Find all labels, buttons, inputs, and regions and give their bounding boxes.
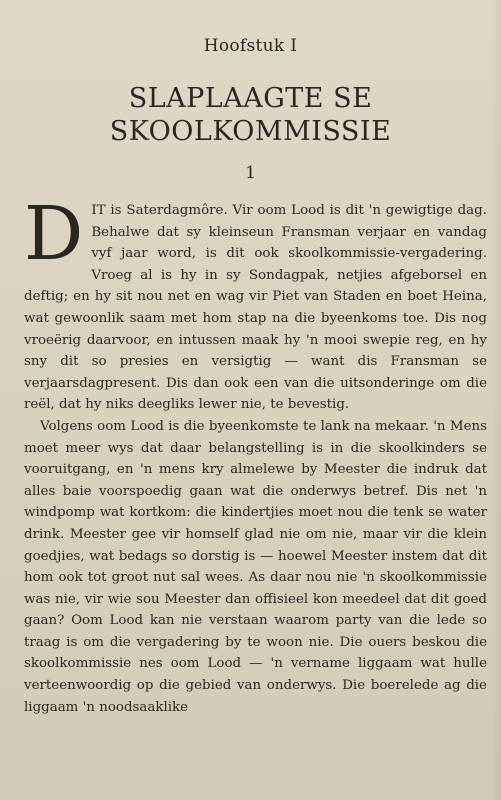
chapter-title-line-1: SLAPLAAGTE SE xyxy=(128,83,373,114)
page-edge-shadow xyxy=(491,0,501,800)
chapter-title xyxy=(0,82,501,148)
chapter-heading: Hoofstuk I xyxy=(203,36,298,56)
chapter-title-line-2: SKOOLKOMMISSIE xyxy=(109,116,392,147)
drop-cap: D xyxy=(24,191,84,277)
body-text xyxy=(24,191,487,718)
paragraph-1: IT is Saterdagmôre. Vir oom Lood is dit 'n gewigtige dag. Behalwe dat sy kleinseun Fransman verjaar en vandag vyf jaar word, is dit ook skoolkommissie-vergadering. Vroeg al is hy in sy Sondagpak, netjies afgeborsel en deftig; en hy sit nou net en wag vir Piet van Staden en boet Heina, wat gewoonlik saam met hom stap na die byeenkoms toe. Dis nog vroeërig daarvoor, en intussen maak hy 'n mooi swepie reg, en hy sny dit so presies en versigtig — want dis Fransman se verjaarsdagpresent. Dis dan ook een van die uitsonderinge om die reël, dat hy niks deegliks lewer nie, te bevestig. xyxy=(24,203,487,413)
section-number: 1 xyxy=(245,163,256,183)
paragraph-2: Volgens oom Lood is die byeenkomste te lank na mekaar. 'n Mens moet meer wys dat daar belangstelling is in die skoolkinders se vooruitgang, en 'n mens kry almelewe by Meester die indruk dat alles baie voorspoedig gaan wat die onderwys betref. Dis net 'n windpomp wat kortkom: die kindertjies moet nou die tenk se water drink. Meester gee vir homself glad nie om nie, maar vir die klein goedjies, wat bedags so dorstig is — hoewel Meester instem dat dit hom ook tot groot nut sal wees. As daar nou nie 'n skoolkommissie was nie, vir wie sou Meester dan offisieel kon meedeel dat dit goed gaan? Oom Lood kan nie verstaan waarom party van die lede so traag is om die vergadering by te woon nie. Die ouers beskou die skoolkommissie nes oom Lood — 'n vername liggaam wat hulle verteenwoordig op die gebied van onderwys. Die boerelede ag die liggaam 'n noodsaaklike xyxy=(24,418,487,715)
